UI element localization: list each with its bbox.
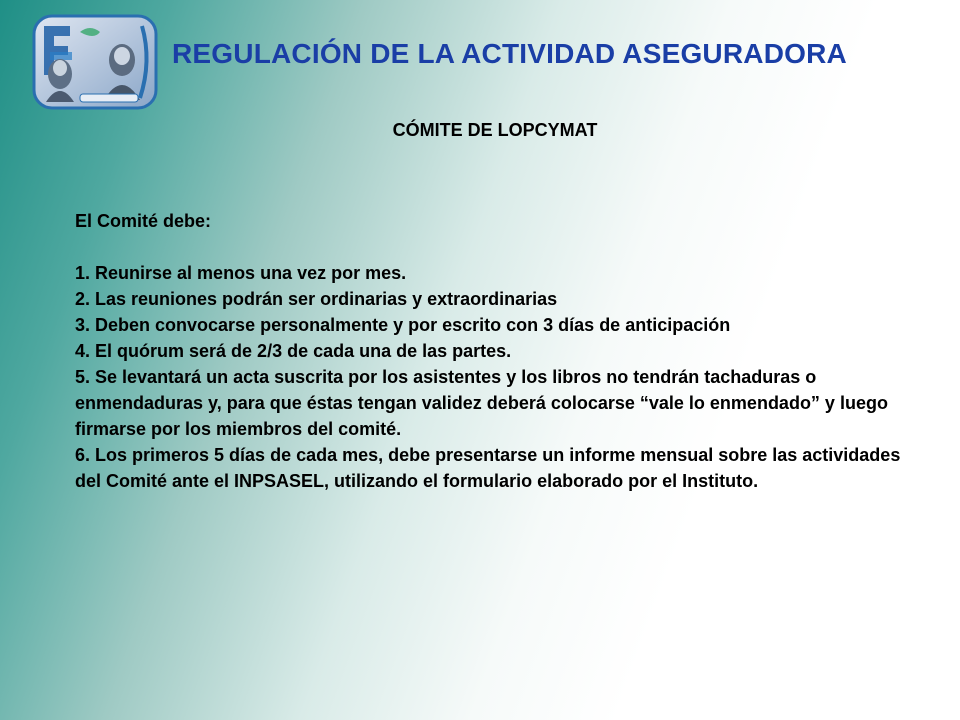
intro-text: El Comité debe: xyxy=(75,211,212,231)
university-logo xyxy=(30,12,160,112)
section-subtitle: CÓMITE DE LOPCYMAT xyxy=(392,120,598,140)
body-text xyxy=(75,208,905,494)
list-item-4: 4. El quórum será de 2/3 de cada una de las partes. xyxy=(75,341,512,361)
university-seal-icon xyxy=(30,12,160,112)
page-title: REGULACIÓN DE LA ACTIVIDAD ASEGURADORA xyxy=(172,38,847,69)
list-item-1: 1. Reunirse al menos una vez por mes. xyxy=(75,263,407,283)
list-item-6: 6. Los primeros 5 días de cada mes, debe presentarse un informe mensual sobre las actividades del Comité ante el INPSASEL, utilizando el formulario elaborado por el Instituto. xyxy=(75,445,901,491)
list-item-3: 3. Deben convocarse personalmente y por escrito con 3 días de anticipación xyxy=(75,315,731,335)
list-item-5: 5. Se levantará un acta suscrita por los asistentes y los libros no tendrán tachaduras o enmendaduras y, para que éstas tengan validez deberá colocarse “vale lo enmendado” y luego firmarse por los miembros del comité. xyxy=(75,367,888,439)
list-item-2: 2. Las reuniones podrán ser ordinarias y extraordinarias xyxy=(75,289,558,309)
